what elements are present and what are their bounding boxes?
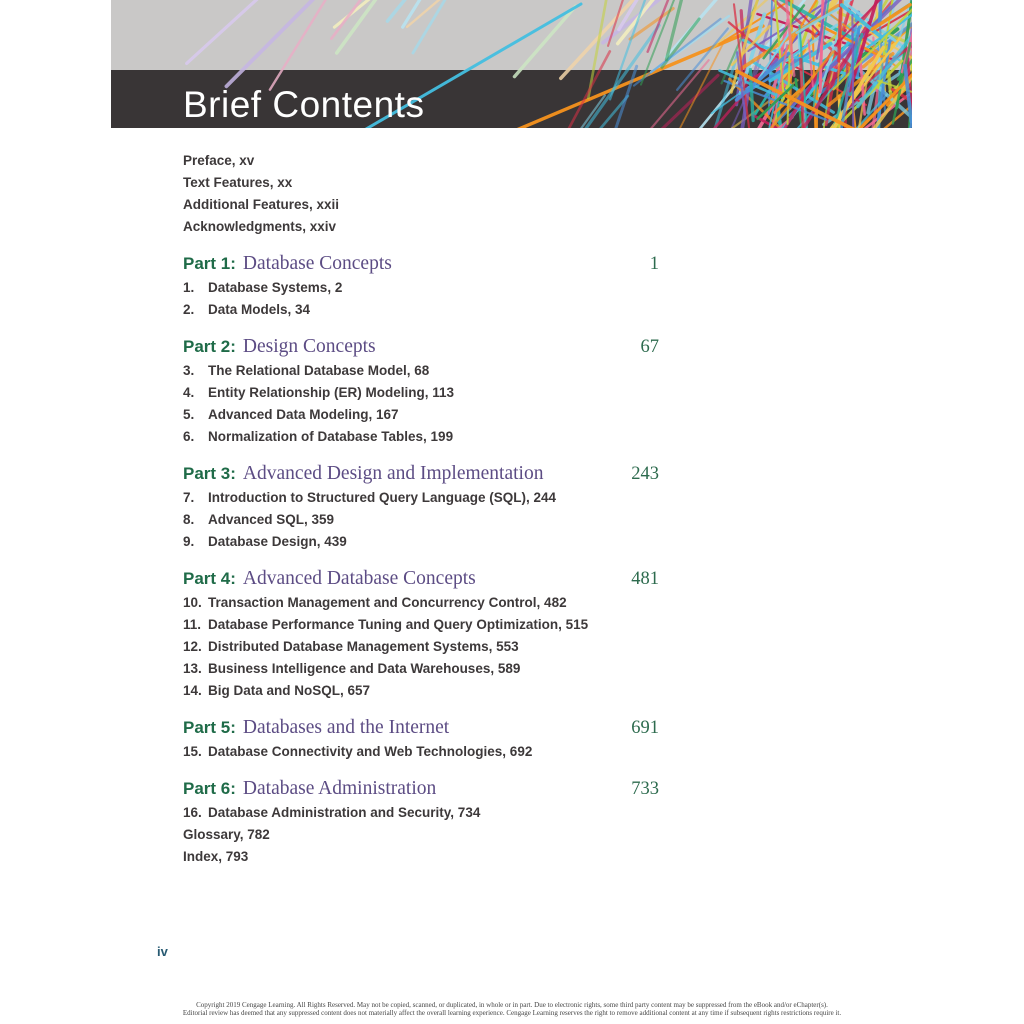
front-matter-item: Preface, xv (183, 153, 255, 168)
toc-chapter-row (183, 299, 659, 321)
chapter-number: 3. (183, 363, 195, 378)
part-label: Part 1: (183, 254, 236, 273)
part-page-number: 481 (631, 569, 659, 589)
part-label: Part 2: (183, 337, 236, 356)
chapter-title: Database Connectivity and Web Technologies, 692 (208, 744, 533, 759)
chapter-number: 13. (183, 661, 202, 676)
part-title: Database Concepts (242, 253, 392, 274)
chapter-title: Database Administration and Security, 734 (208, 805, 481, 820)
front-matter-item: Additional Features, xxii (183, 197, 340, 212)
part-title: Design Concepts (242, 336, 376, 357)
chapter-number: 2. (183, 302, 195, 317)
toc-chapter-row (183, 382, 659, 404)
chapter-number: 9. (183, 534, 195, 549)
chapter-title: Advanced Data Modeling, 167 (208, 407, 399, 422)
part-title: Advanced Database Concepts (242, 568, 476, 589)
chapter-number: 16. (183, 805, 202, 820)
part-heading (183, 566, 659, 592)
toc-chapter-row (183, 404, 659, 426)
front-matter-item: Acknowledgments, xxiv (183, 219, 337, 234)
page-folio: iv (157, 944, 168, 959)
toc-chapter-row (183, 741, 659, 763)
part-label: Part 3: (183, 464, 236, 483)
chapter-title: Transaction Management and Concurrency Control, 482 (208, 595, 567, 610)
toc-content (183, 150, 659, 868)
chapter-number: 6. (183, 429, 195, 444)
chapter-number: 7. (183, 490, 195, 505)
toc-chapter-row (183, 509, 659, 531)
chapter-title: Database Performance Tuning and Query Optimization, 515 (208, 617, 589, 632)
chapter-number: 14. (183, 683, 202, 698)
toc-chapter-row (183, 277, 659, 299)
copyright-line: Editorial review has deemed that any suppressed content does not materially affect the overall learning experience. Cengage Learning reserves the right to remove additional content at any time if subsequent rights restrictions require it. (182, 1009, 842, 1017)
part-page-number: 1 (649, 254, 659, 274)
page-title: Brief Contents (183, 84, 425, 125)
toc-chapter-row (183, 614, 659, 636)
front-matter-item: Text Features, xx (183, 175, 293, 190)
chapter-title: Introduction to Structured Query Language (SQL), 244 (208, 490, 557, 505)
chapter-number: 8. (183, 512, 195, 527)
part-title: Advanced Design and Implementation (242, 463, 544, 484)
chapter-title: Database Design, 439 (208, 534, 347, 549)
chapter-number: 10. (183, 595, 202, 610)
toc-chapter-row (183, 636, 659, 658)
copyright-notice (0, 1001, 1024, 1017)
toc-chapter-row (183, 658, 659, 680)
part-label: Part 6: (183, 779, 236, 798)
chapter-title: Business Intelligence and Data Warehouses, 589 (208, 661, 521, 676)
part-title: Database Administration (242, 778, 437, 799)
toc-chapter-row (183, 592, 659, 614)
part-title: Databases and the Internet (242, 717, 450, 738)
chapter-title: Normalization of Database Tables, 199 (208, 429, 454, 444)
part-heading (183, 334, 659, 360)
toc-chapter-row (183, 426, 659, 448)
part-heading (183, 776, 659, 802)
toc-chapter-row (183, 487, 659, 509)
chapter-title: Distributed Database Management Systems, 553 (208, 639, 519, 654)
chapter-number: 4. (183, 385, 195, 400)
chapter-title: The Relational Database Model, 68 (208, 363, 430, 378)
part-page-number: 243 (631, 464, 659, 484)
copyright-line: Copyright 2019 Cengage Learning. All Rights Reserved. May not be copied, scanned, or duplicated, in whole or in part. Due to electronic rights, some third party content may be suppressed from the eBook and/or eChapter(s). (196, 1001, 828, 1009)
chapter-number: 12. (183, 639, 202, 654)
chapter-title: Advanced SQL, 359 (208, 512, 335, 527)
toc-chapter-row (183, 680, 659, 702)
chapter-title: Data Models, 34 (208, 302, 311, 317)
chapter-title: Database Systems, 2 (208, 280, 343, 295)
chapter-title: Entity Relationship (ER) Modeling, 113 (208, 385, 455, 400)
part-page-number: 67 (640, 337, 659, 357)
toc-chapter-row (183, 360, 659, 382)
back-matter-item: Glossary, 782 (183, 827, 270, 842)
chapter-number: 11. (183, 617, 202, 632)
part-heading (183, 461, 659, 487)
part-heading (183, 251, 659, 277)
part-page-number: 691 (631, 718, 659, 738)
chapter-number: 1. (183, 280, 195, 295)
toc-chapter-row (183, 531, 659, 553)
part-heading (183, 715, 659, 741)
toc-chapter-row (183, 802, 659, 824)
part-page-number: 733 (631, 779, 659, 799)
back-matter-item: Index, 793 (183, 849, 249, 864)
part-label: Part 4: (183, 569, 236, 588)
chapter-number: 15. (183, 744, 202, 759)
chapter-number: 5. (183, 407, 195, 422)
part-label: Part 5: (183, 718, 236, 737)
chapter-title: Big Data and NoSQL, 657 (208, 683, 371, 698)
